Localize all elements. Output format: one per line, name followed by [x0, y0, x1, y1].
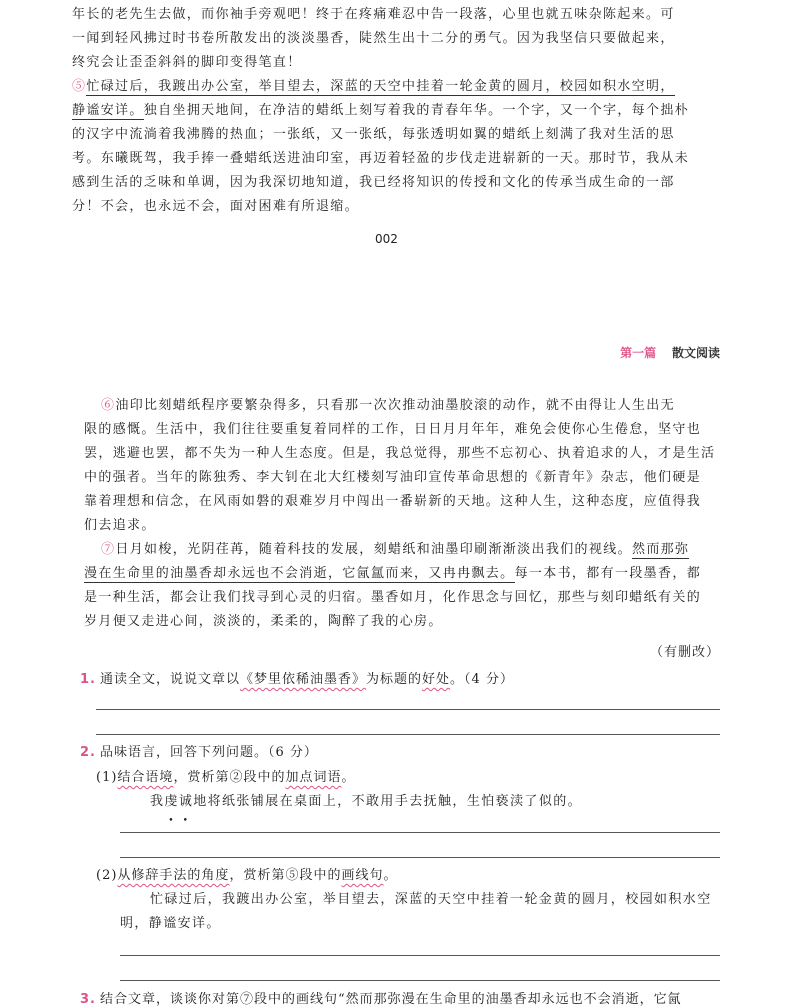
answer-line[interactable] — [96, 734, 720, 735]
question-text: 。（4 分） — [450, 672, 514, 687]
section-label: 第一篇 — [620, 346, 657, 360]
page-number: 002 — [375, 232, 398, 246]
quoted-sentence-line: 明，静谧安详。 — [120, 916, 221, 931]
passage-line — [72, 99, 732, 123]
passage-text: 每一本书，都有一段墨香，都 — [514, 566, 702, 581]
answer-line[interactable] — [120, 955, 720, 956]
key-phrase: 好处 — [422, 672, 451, 687]
passage-text: 独自坐拥天地间，在净洁的蜡纸上刻写着我的青春年华。一个字，又一个字，每个拙朴 — [143, 103, 690, 118]
question-2-1 — [96, 766, 355, 785]
answer-line[interactable] — [96, 709, 720, 710]
sub-question-number: (2) — [96, 868, 118, 883]
underlined-sentence-cont: 漫在生命里的油墨香却永远也不会消逝，它氤氲而来，又冉冉飘去。 — [84, 566, 515, 581]
paragraph-marker: ⑤ — [72, 79, 87, 94]
sub-question-number: (1) — [96, 770, 118, 785]
question-text: 。 — [383, 868, 398, 883]
paragraph-marker: ⑥ — [101, 398, 116, 413]
passage-line: 的汉字中流淌着我沸腾的热血；一张纸，又一张纸，每张透明如翼的蜡纸上刻满了我对生活的思 — [72, 127, 675, 142]
answer-line[interactable] — [120, 980, 720, 981]
passage-line: 中的强者。当年的陈独秀、李大钊在北大红楼刻写油印宣传革命思想的《新青年》杂志，他们硬是 — [84, 470, 702, 485]
passage-text: 油印比刻蜡纸程序要繁杂得多，只看那一次次推动油墨胶滚的动作，就不由得让人生出无 — [115, 398, 676, 413]
passage-text: 日月如梭，光阴荏苒，随着科技的发展，刻蜡纸和油墨印刷渐渐淡出我们的视线。 — [115, 542, 632, 557]
quote-text: 我 — [150, 794, 165, 809]
paragraph-marker: ⑦ — [101, 542, 116, 557]
quoted-sentence — [150, 790, 582, 814]
question-number: 1. — [80, 672, 96, 687]
question-text: 为标题的 — [366, 672, 423, 687]
bottom-passage — [84, 394, 740, 634]
source-note: （有删改） — [649, 645, 720, 660]
paragraph-5 — [72, 75, 732, 99]
section-subtitle: 散文阅读 — [671, 346, 720, 360]
paragraph-6 — [84, 394, 740, 418]
key-phrase: 结合语境 — [117, 770, 174, 785]
passage-line: 一闻到轻风拂过时书卷所散发出的淡淡墨香，陡然生出十二分的勇气。因为我坚信只要做起来， — [72, 31, 675, 46]
quoted-sentence-line: 忙碌过后，我踱出办公室，举目望去，深蓝的天空中挂着一轮金黄的圆月，校园如积水空 — [150, 892, 712, 907]
paragraph-7 — [84, 538, 740, 562]
underlined-sentence: 然而那弥 — [631, 542, 690, 557]
underlined-sentence-end: 静谧安详。 — [72, 103, 144, 118]
question-2-2 — [96, 864, 397, 883]
passage-line: 年长的老先生去做，而你袖手旁观吧！终于在疼痛难忍中告一段落，心里也就五味杂陈起来。可 — [72, 7, 675, 22]
key-phrase: 画线句 — [341, 868, 384, 883]
question-3 — [80, 988, 682, 1007]
top-passage — [72, 3, 732, 219]
dotted-word: 诚 — [178, 794, 194, 809]
passage-line: 靠着理想和信念，在风雨如磐的艰难岁月中闯出一番崭新的天地。这种人生，这种态度，应值得我 — [84, 494, 702, 509]
answer-line[interactable] — [120, 832, 720, 833]
question-1 — [80, 668, 514, 687]
passage-line: 考。东曦既驾，我手捧一叠蜡纸送进油印室，再迈着轻盈的步伐走进崭新的一天。那时节，我从未 — [72, 151, 690, 166]
question-text: ，赏析第⑤段中的 — [229, 868, 342, 883]
passage-line: 限的感慨。生活中，我们往往要重复着同样的工作，日日月月年年，难免会使你心生倦怠，坚守也 — [84, 422, 702, 437]
key-phrase: 加点词语 — [285, 770, 342, 785]
question-text: 结合文章，谈谈你对第⑦段中的画线句“然而那弥漫在生命里的油墨香却永远也不会消逝，它氤 — [99, 992, 682, 1007]
key-phrase: 从修辞手法的角度 — [117, 868, 230, 883]
passage-line — [84, 562, 740, 586]
quote-text: 地将纸张铺展在桌面上，不敢用手去抚触，生怕亵渎了似的。 — [193, 794, 583, 809]
passage-line: 是一种生活，都会让我们找寻到心灵的归宿。墨香如月，化作思念与回忆，那些与刻印蜡纸有关的 — [84, 590, 702, 605]
question-2 — [80, 741, 318, 760]
answer-line[interactable] — [120, 857, 720, 858]
passage-line: 岁月便又走进心间，淡淡的，柔柔的，陶醉了我的心房。 — [84, 614, 443, 629]
question-text: 品味语言，回答下列问题。（6 分） — [99, 745, 318, 760]
passage-line: 们去追求。 — [84, 518, 156, 533]
page-header — [620, 344, 720, 361]
question-number: 2. — [80, 745, 96, 760]
question-text: 通读全文，说说文章以 — [99, 672, 240, 687]
dotted-word: 虔 — [164, 794, 179, 809]
question-text: 。 — [341, 770, 356, 785]
key-phrase: 《梦里依稀油墨香》 — [240, 672, 367, 687]
passage-line: 终究会让歪歪斜斜的脚印变得笔直！ — [72, 55, 302, 70]
passage-line: 分！不会，也永远不会，面对困难有所退缩。 — [72, 199, 360, 214]
passage-line: 罢，逃避也罢，都不失为一种人生态度。但是，我总觉得，那些不忘初心、执着追求的人，才是生活 — [84, 446, 716, 461]
passage-line: 感到生活的乏味和单调，因为我深切地知道，我已经将知识的传授和文化的传承当成生命的一部 — [72, 175, 675, 190]
underlined-sentence: 忙碌过后，我踱出办公室，举目望去，深蓝的天空中挂着一轮金黄的圆月，校园如积水空明， — [86, 79, 675, 94]
question-text: ，赏析第②段中的 — [173, 770, 286, 785]
question-number: 3. — [80, 992, 96, 1007]
